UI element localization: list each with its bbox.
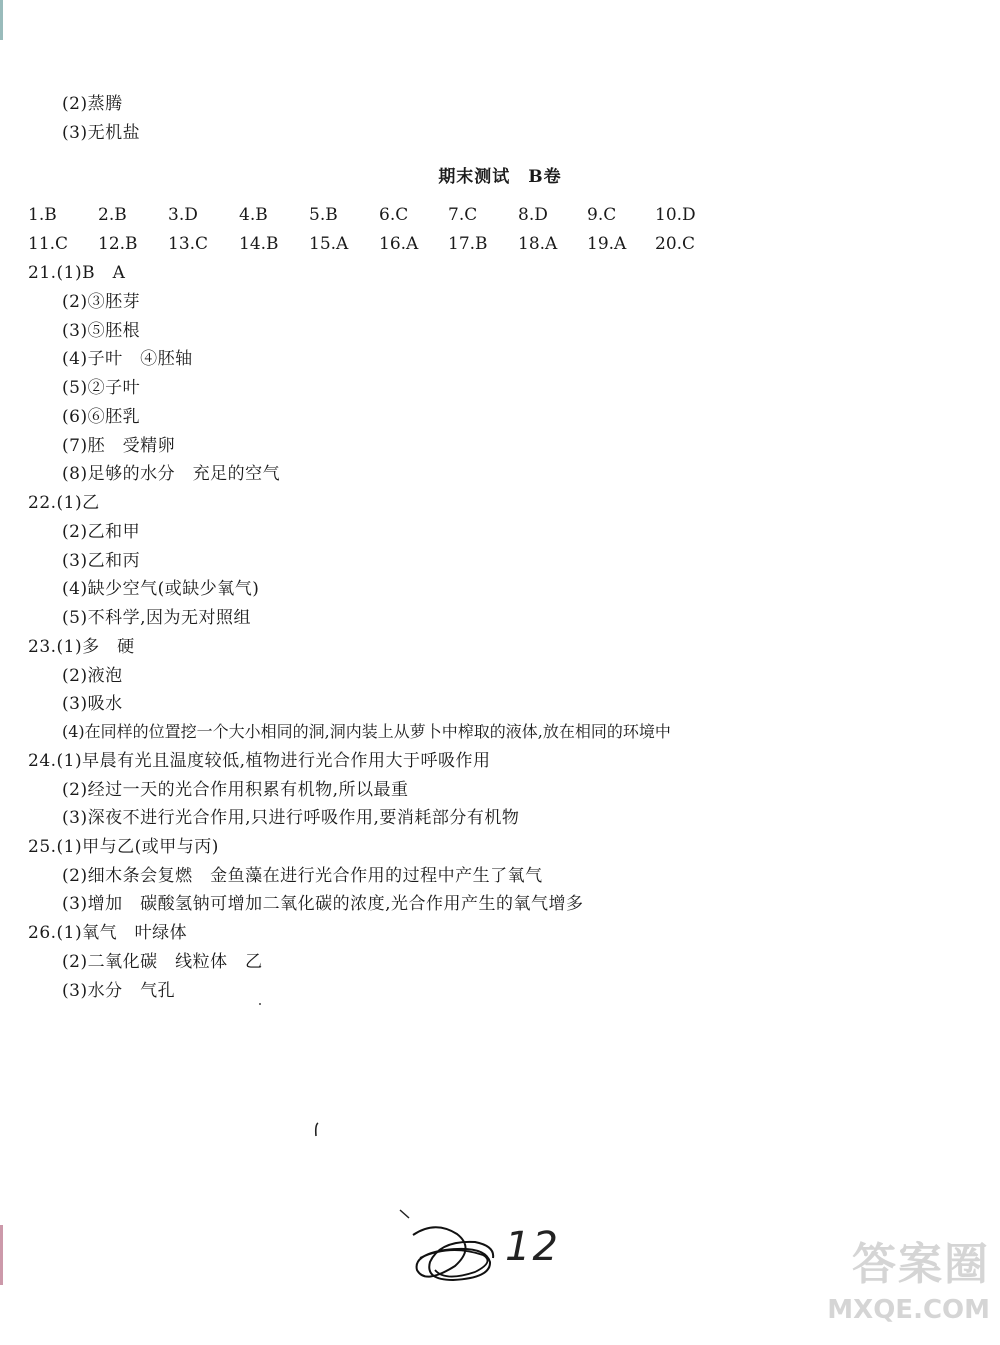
mc-answer: 12.B [98, 234, 138, 254]
question-head: 26.(1)氧气 叶绿体 [28, 923, 188, 943]
answer-line: (2)③胚芽 [62, 292, 141, 312]
mc-answer: 17.B [448, 234, 488, 254]
answer-line: (3)深夜不进行光合作用,只进行呼吸作用,要消耗部分有机物 [62, 808, 520, 828]
answer-line: (5)不科学,因为无对照组 [62, 608, 251, 628]
answer-line: (3)水分 气孔 [62, 981, 176, 1001]
mc-answer: 4.B [239, 205, 268, 225]
mc-answer: 19.A [587, 234, 627, 254]
answer-line: (4)在同样的位置挖一个大小相同的洞,洞内装上从萝卜中榨取的液体,放在相同的环境中 [62, 722, 671, 741]
mc-answer: 14.B [239, 234, 279, 254]
handwritten-scribble [395, 1200, 595, 1300]
answer-line: (6)⑥胚乳 [62, 407, 141, 427]
answer-line: (3)吸水 [62, 694, 123, 714]
answer-line: (7)胚 受精卵 [62, 436, 176, 456]
answer-line: (2)细木条会复燃 金鱼藻在进行光合作用的过程中产生了氧气 [62, 866, 543, 886]
answer-line: (4)缺少空气(或缺少氧气) [62, 579, 260, 599]
answer-line: (3)乙和丙 [62, 551, 141, 571]
mc-answer: 6.C [379, 205, 409, 225]
answer-line: (4)子叶 ④胚轴 [62, 349, 193, 369]
mc-answer: 1.B [28, 205, 57, 225]
answer-line: (2)经过一天的光合作用积累有机物,所以最重 [62, 780, 409, 800]
section-title: 期末测试 B卷 [438, 167, 562, 187]
answer-line: (2)二氧化碳 线粒体 乙 [62, 952, 263, 972]
answer-line: (3)增加 碳酸氢钠可增加二氧化碳的浓度,光合作用产生的氧气增多 [62, 894, 584, 914]
mc-answer: 10.D [655, 205, 696, 225]
mc-answer: 5.B [309, 205, 338, 225]
mc-answer: 3.D [168, 205, 198, 225]
mc-answer: 18.A [518, 234, 558, 254]
watermark-en: MXQE.COM [827, 1295, 990, 1325]
answer-line: (3)无机盐 [62, 123, 141, 143]
watermark [800, 1237, 990, 1337]
mc-answer: 7.C [448, 205, 478, 225]
answer-line: (2)乙和甲 [62, 522, 141, 542]
mc-answer: 8.D [518, 205, 548, 225]
mc-answer: 9.C [587, 205, 617, 225]
question-head: 23.(1)多 硬 [28, 637, 135, 657]
answer-line: (8)足够的水分 充足的空气 [62, 464, 281, 484]
question-head: 21.(1)B A [28, 263, 126, 283]
answer-line: (2)蒸腾 [62, 94, 123, 114]
answer-line: (3)⑤胚根 [62, 321, 141, 341]
pen-mark [312, 1122, 322, 1138]
watermark-cn: 答案圈 [852, 1239, 990, 1290]
answer-line: (2)液泡 [62, 666, 123, 686]
mc-answer: 11.C [28, 234, 69, 254]
question-head: 22.(1)乙 [28, 493, 100, 513]
question-head: 24.(1)早晨有光且温度较低,植物进行光合作用大于呼吸作用 [28, 751, 491, 771]
mc-answer: 15.A [309, 234, 349, 254]
scan-edge-mark [0, 1225, 3, 1285]
pen-dot [258, 1002, 262, 1006]
mc-answer: 20.C [655, 234, 696, 254]
question-head: 25.(1)甲与乙(或甲与丙) [28, 837, 219, 857]
handwritten-number: 12 [505, 1224, 560, 1270]
answer-line: (5)②子叶 [62, 378, 141, 398]
mc-answer: 16.A [379, 234, 419, 254]
mc-answer: 2.B [98, 205, 127, 225]
scan-edge-mark [0, 0, 3, 40]
mc-answer: 13.C [168, 234, 209, 254]
